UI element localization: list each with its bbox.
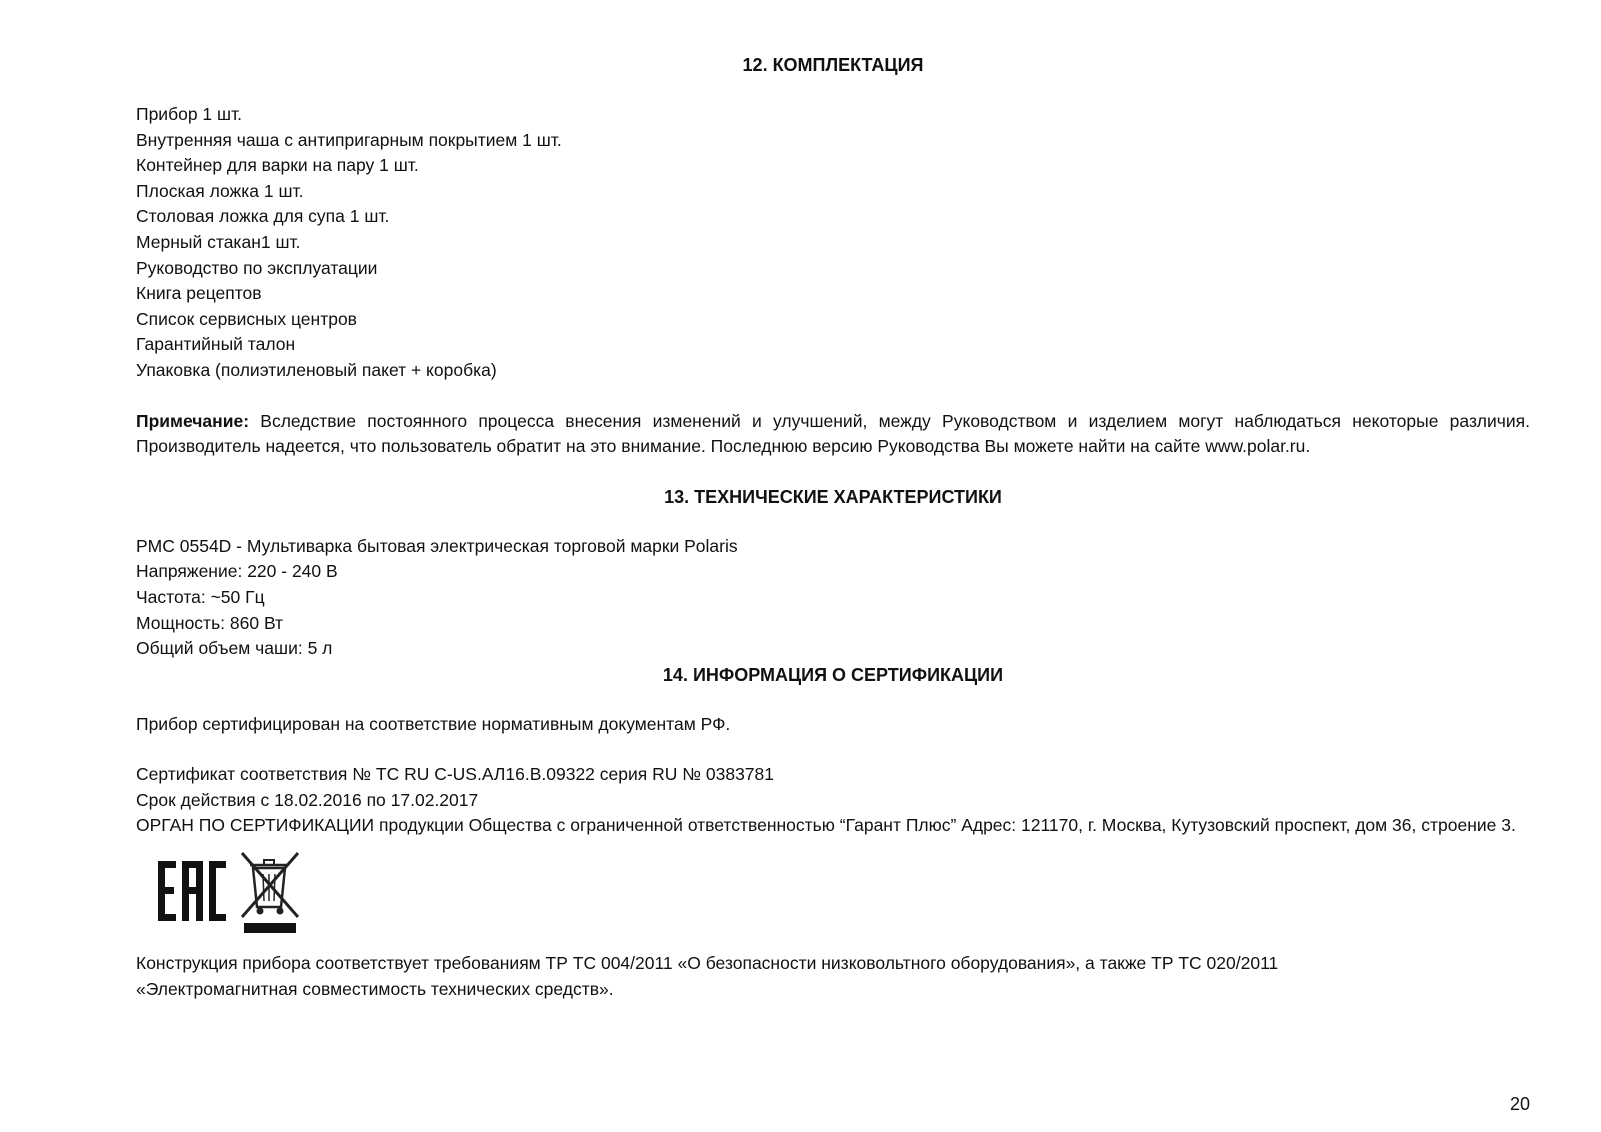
equipment-item: Мерный стакан1 шт.: [136, 231, 301, 252]
certification-body: ОРГАН ПО СЕРТИФИКАЦИИ продукции Общества с ограниченной ответственностью “Гарант Плюс” Адрес: 121170, г. Москва, Кутузовский проспект, дом 36, строение 3.: [136, 815, 1516, 836]
spec-line: Частота: ~50 Гц: [136, 586, 265, 607]
spec-line: Общий объем чаши: 5 л: [136, 638, 333, 659]
note-paragraph: [136, 409, 1530, 460]
certificate-validity: Срок действия с 18.02.2016 по 17.02.2017: [136, 789, 479, 810]
equipment-item: Внутренняя чаша с антипригарным покрытием 1 шт.: [136, 129, 562, 150]
spec-line: Мощность: 860 Вт: [136, 612, 284, 633]
equipment-item: Контейнер для варки на пару 1 шт.: [136, 155, 419, 176]
certification-intro: Прибор сертифицирован на соответствие нормативным документам РФ.: [136, 713, 731, 734]
equipment-list: [136, 102, 1530, 384]
equipment-item: Прибор 1 шт.: [136, 104, 243, 124]
compliance-text: [136, 951, 1530, 1002]
note-text: Вследствие постоянного процесса внесения изменений и улучшений, между Руководством и изделием могут наблюдаться некоторые различия. Производитель надеется, что пользователь обратит на это внимание. Последнюю версию Руководства Вы можете найти на сайте www.polar.ru.: [136, 410, 1530, 457]
spec-line: Напряжение: 220 - 240 В: [136, 561, 338, 582]
section-title-equipment: 12. КОМПЛЕКТАЦИЯ: [742, 55, 924, 75]
page-content: [136, 52, 1530, 1002]
section-title-certification: 14. ИНФОРМАЦИЯ О СЕРТИФИКАЦИИ: [662, 664, 1004, 685]
section-title-specs: 13. ТЕХНИЧЕСКИЕ ХАРАКТЕРИСТИКИ: [664, 486, 1002, 507]
equipment-item: Руководство по эксплуатации: [136, 257, 378, 278]
spec-line: PMC 0554D - Мультиварка бытовая электрическая торговой марки Polaris: [136, 535, 738, 556]
certificate-number: Сертификат соответствия № ТС RU C-US.АЛ16.В.09322 серия RU № 0383781: [136, 764, 774, 785]
equipment-item: Список сервисных центров: [136, 308, 357, 329]
spacer: [136, 737, 1530, 762]
page-number: 20: [1509, 1094, 1530, 1114]
specs-list: [136, 534, 1530, 662]
compliance-line: Конструкция прибора соответствует требованиям ТР ТС 004/2011 «О безопасности низковольтного оборудования», а также ТР ТС 020/2011: [136, 953, 1279, 974]
note-label: Примечание:: [136, 410, 250, 431]
equipment-item: Столовая ложка для супа 1 шт.: [136, 206, 390, 227]
equipment-item: Книга рецептов: [136, 283, 262, 304]
equipment-item: Упаковка (полиэтиленовый пакет + коробка): [136, 359, 497, 380]
compliance-line: «Электромагнитная совместимость технических средств».: [136, 978, 614, 999]
eac-logo: [158, 861, 226, 921]
equipment-item: Гарантийный талон: [136, 334, 296, 355]
certification-marks: [136, 849, 1530, 937]
equipment-item: Плоская ложка 1 шт.: [136, 180, 304, 201]
spacer: [136, 384, 1530, 409]
crossed-out-wheelie-bin-icon: [236, 849, 304, 935]
